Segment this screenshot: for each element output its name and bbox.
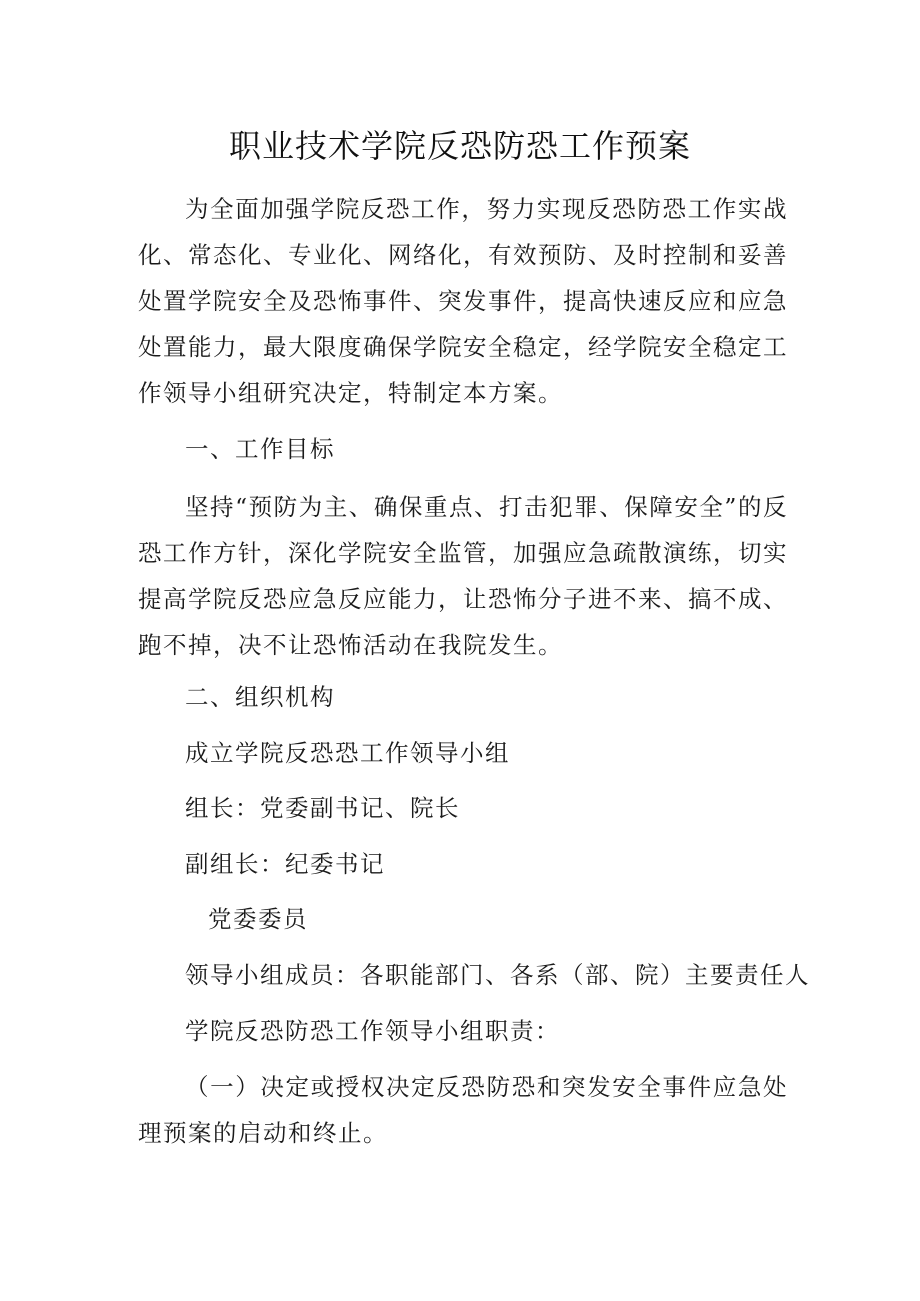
deputy-leader-line: 副组长：纪委书记 (185, 850, 385, 878)
document-title: 职业技术学院反恐防恐工作预案 (228, 127, 691, 165)
deputy-leader-continuation: 党委委员 (208, 905, 308, 933)
group-established-line: 成立学院反恐恐工作领导小组 (185, 739, 510, 767)
section-1-body: 坚持“预防为主、确保重点、打击犯罪、保障安全”的反恐工作方针，深化学院安全监管，加强应急疏散演练，切实提高学院反恐应急反应能力，让恐怖分子进不来、搞不成、跑不掉，决不让恐怖活动在我院发生。 (138, 493, 788, 659)
intro-paragraph: 为全面加强学院反恐工作，努力实现反恐防恐工作实战化、常态化、专业化、网络化，有效预防、及时控制和妥善处置学院安全及恐怖事件、突发事件，提高快速反应和应急处置能力，最大限度确保学院安全稳定，经学院安全稳定工作领导小组研究决定，特制定本方案。 (138, 195, 788, 407)
section-1-heading: 一、工作目标 (185, 435, 335, 463)
duty-1-paragraph: （一）决定或授权决定反恐防恐和突发安全事件应急处理预案的启动和终止。 (138, 1073, 788, 1147)
leader-line: 组长：党委副书记、院长 (185, 794, 460, 822)
section-2-heading: 二、组织机构 (185, 683, 335, 711)
members-line: 领导小组成员：各职能部门、各系（部、院）主要责任人 (185, 961, 810, 989)
duties-heading: 学院反恐防恐工作领导小组职责： (185, 1017, 560, 1045)
